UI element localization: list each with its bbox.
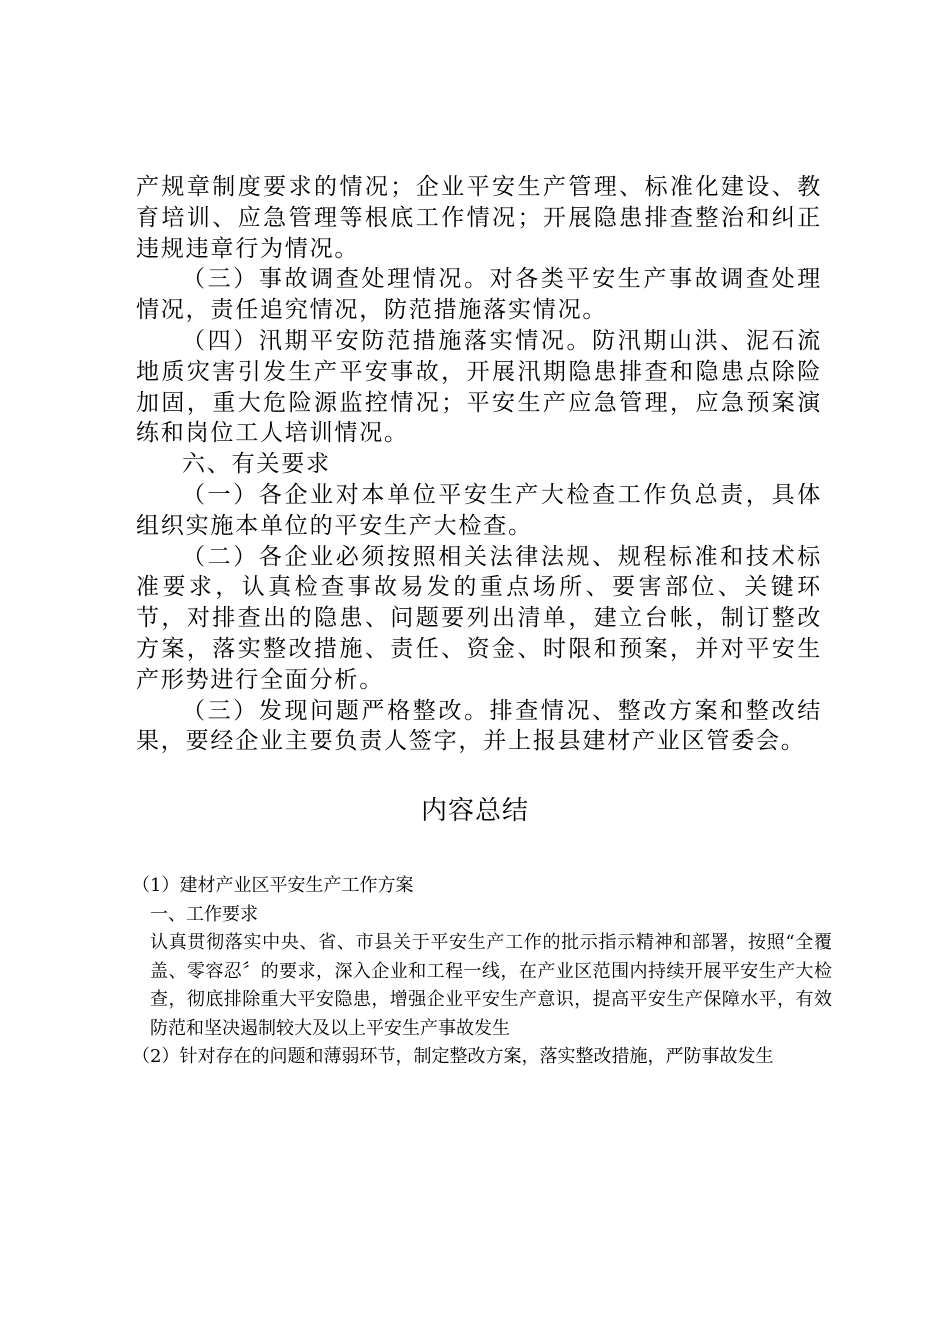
summary-title: 内容总结 bbox=[420, 796, 529, 826]
body-paragraph: 产规章制度要求的情况；企业平安生产管理、标准化建设、教育培训、应急管理等根底工作情况；开展隐患排查整治和纠正违规违章行为情况。 bbox=[136, 174, 822, 262]
section-heading: 六、有关要求 bbox=[182, 451, 331, 478]
body-paragraph: （三）发现问题严格整改。排查情况、整改方案和整改结果，要经企业主要负责人签字，并上报县建材产业区管委会。 bbox=[136, 697, 822, 755]
body-paragraph: （二）各企业必须按照相关法律法规、规程标准和技术标准要求，认真检查事故易发的重点场所、要害部位、关键环节，对排查出的隐患、问题要列出清单，建立台帐，制订整改方案，落实整改措施、责任、资金、时限和预案，并对平安生产形势进行全面分析。 bbox=[136, 543, 822, 693]
summary-paragraph: 认真贯彻落实中央、省、市县关于平安生产工作的批示指示精神和部署，按照“全覆盖、零容忍〞的要求，深入企业和工程一线，在产业区范围内持续开展平安生产大检查，彻底排除重大平安隐患，增强企业平安生产意识，提高平安生产保障水平，有效防范和坚决遏制较大及以上平安生产事故发生 bbox=[150, 932, 832, 1039]
summary-heading: 一、工作要求 bbox=[150, 903, 258, 925]
summary-paragraph: （2）针对存在的问题和薄弱环节，制定整改方案，落实整改措施，严防事故发生 bbox=[132, 1046, 774, 1067]
summary-line: （1）建材产业区平安生产工作方案 bbox=[132, 875, 414, 896]
body-paragraph: （三）事故调查处理情况。对各类平安生产事故调查处理情况，责任追究情况，防范措施落实情况。 bbox=[136, 266, 822, 324]
main-body-text bbox=[136, 172, 822, 757]
summary-body bbox=[132, 872, 832, 1072]
body-paragraph: （四）汛期平安防范措施落实情况。防汛期山洪、泥石流地质灾害引发生产平安事故，开展汛期隐患排查和隐患点除险加固，重大危险源监控情况；平安生产应急管理，应急预案演练和岗位工人培训情况。 bbox=[136, 327, 822, 447]
body-paragraph: （一）各企业对本单位平安生产大检查工作负总责，具体组织实施本单位的平安生产大检查。 bbox=[136, 481, 822, 539]
